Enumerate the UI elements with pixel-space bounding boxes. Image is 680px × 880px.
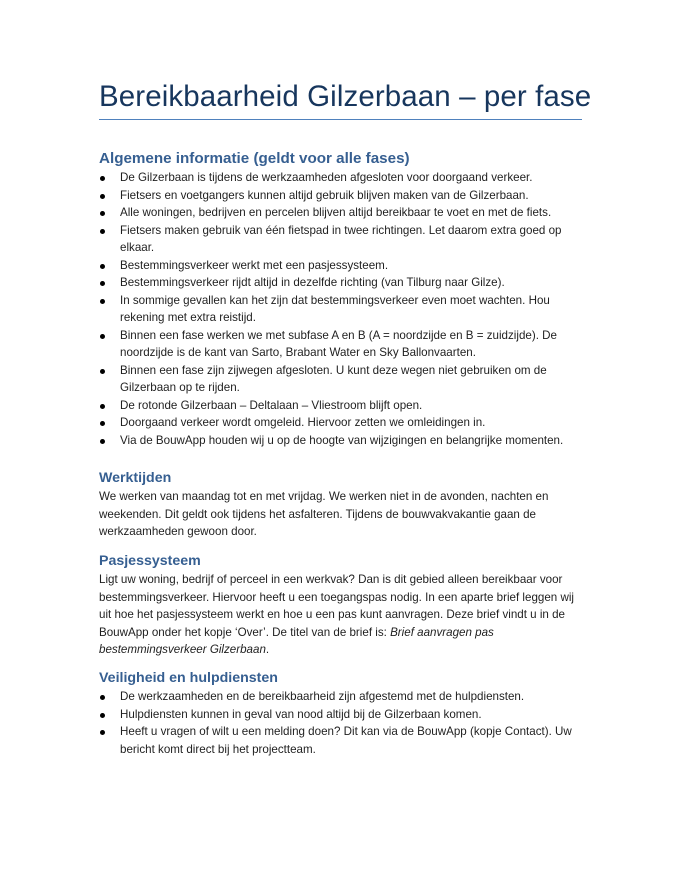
list-item-text: De rotonde Gilzerbaan – Deltalaan – Vliestroom blijft open. <box>120 398 423 412</box>
list-item <box>99 274 589 292</box>
list-item-text: Fietsers en voetgangers kunnen altijd gebruik blijven maken van de Gilzerbaan. <box>120 188 529 202</box>
bullet-icon <box>100 299 105 304</box>
bullet-list-veiligheid <box>99 688 589 758</box>
list-item-text: De werkzaamheden en de bereikbaarheid zijn afgestemd met de hulpdiensten. <box>120 690 525 703</box>
brief-title: Brief aanvragen pas bestemmingsverkeer Gilzerbaan <box>99 625 494 656</box>
title-underline <box>99 119 582 120</box>
list-item <box>99 414 589 432</box>
bullet-icon <box>100 264 105 269</box>
list-item-text: De Gilzerbaan is tijdens de werkzaamheden afgesloten voor doorgaand verkeer. <box>120 171 533 184</box>
bullet-icon <box>100 713 105 718</box>
bullet-icon <box>100 194 105 199</box>
section-heading-werktijden: Werktijden <box>99 470 172 486</box>
list-item-text: Doorgaand verkeer wordt omgeleid. Hiervoor zetten we omleidingen in. <box>120 416 486 429</box>
list-item-text: Bestemmingsverkeer rijdt altijd in dezelfde richting (van Tilburg naar Gilze). <box>120 276 505 289</box>
bullet-icon <box>100 421 105 426</box>
list-item <box>99 327 589 362</box>
bullet-icon <box>100 404 105 409</box>
list-item <box>99 169 589 187</box>
list-item <box>99 688 589 706</box>
list-item-text: Via de BouwApp houden wij u op de hoogte van wijzigingen en belangrijke momenten. <box>120 433 564 447</box>
bullet-icon <box>100 730 105 735</box>
list-item <box>99 204 589 222</box>
bullet-icon <box>100 695 105 700</box>
list-item <box>99 397 589 415</box>
bullet-list-algemeen <box>99 169 589 449</box>
bullet-icon <box>100 176 105 181</box>
section-werktijden <box>99 469 589 541</box>
bullet-icon <box>100 334 105 339</box>
section-pasjessysteem <box>99 552 589 659</box>
pasjessysteem-text-end: . <box>265 643 270 656</box>
bullet-icon <box>100 281 105 286</box>
section-heading-veiligheid: Veiligheid en hulpdiensten <box>99 670 278 686</box>
bullet-icon <box>100 369 105 374</box>
bullet-icon <box>100 229 105 234</box>
list-item <box>99 723 589 758</box>
list-item-text: Fietsers maken gebruik van één fietspad in twee richtingen. Let daarom extra goed op elkaar. <box>120 223 562 254</box>
werktijden-text: We werken van maandag tot en met vrijdag. We werken niet in de avonden, nachten en weekenden. Dit geldt ook tijdens het asfalteren. Tijdens de bouwvakvakantie gaan de werkzaamheden gewoon door. <box>99 490 549 538</box>
list-item-text: Binnen een fase zijn zijwegen afgesloten. U kunt deze wegen niet gebruiken om de Gilzerbaan op te rijden. <box>120 363 547 394</box>
list-item <box>99 257 589 275</box>
list-item-text: Bestemmingsverkeer werkt met een pasjessysteem. <box>120 258 389 272</box>
list-item-text: Binnen een fase werken we met subfase A en B (A = noordzijde en B = zuidzijde). De noordzijde is de kant van Sarto, Brabant Water en Sky Ballonvaarten. <box>120 328 557 359</box>
list-item <box>99 187 589 205</box>
section-heading-pasjessysteem: Pasjessysteem <box>99 553 201 569</box>
page-title: Bereikbaarheid Gilzerbaan – per fase <box>99 80 592 113</box>
list-item <box>99 292 589 327</box>
list-item <box>99 432 589 450</box>
section-heading-algemeen: Algemene informatie (geldt voor alle fases) <box>99 150 410 167</box>
list-item-text: Alle woningen, bedrijven en percelen blijven altijd bereikbaar te voet en met de fiets. <box>120 206 552 219</box>
list-item-text: Heeft u vragen of wilt u een melding doen? Dit kan via de BouwApp (kopje Contact). Uw bericht komt direct bij het projectteam. <box>120 725 572 756</box>
list-item-text: In sommige gevallen kan het zijn dat bestemmingsverkeer even moet wachten. Hou rekening met extra reistijd. <box>120 293 550 324</box>
pasjessysteem-text <box>99 571 589 659</box>
list-item-text: Hulpdiensten kunnen in geval van nood altijd bij de Gilzerbaan komen. <box>120 707 482 721</box>
section-algemeen <box>99 149 589 449</box>
bullet-icon <box>100 439 105 444</box>
list-item <box>99 222 589 257</box>
bullet-icon <box>100 211 105 216</box>
pasjessysteem-text-main: Ligt uw woning, bedrijf of perceel in een werkvak? Dan is dit gebied alleen bereikbaar voor bestemmingsverkeer. Hiervoor heeft u een toegangspas nodig. In een aparte brief leggen wij uit hoe het pasjessysteem werkt en hoe u een pas kunt aanvragen. Deze brief vindt u in de BouwApp onder het kopje ‘Over’. De titel van de brief is: <box>99 573 574 639</box>
list-item <box>99 362 589 397</box>
section-veiligheid <box>99 669 589 758</box>
list-item <box>99 706 589 724</box>
